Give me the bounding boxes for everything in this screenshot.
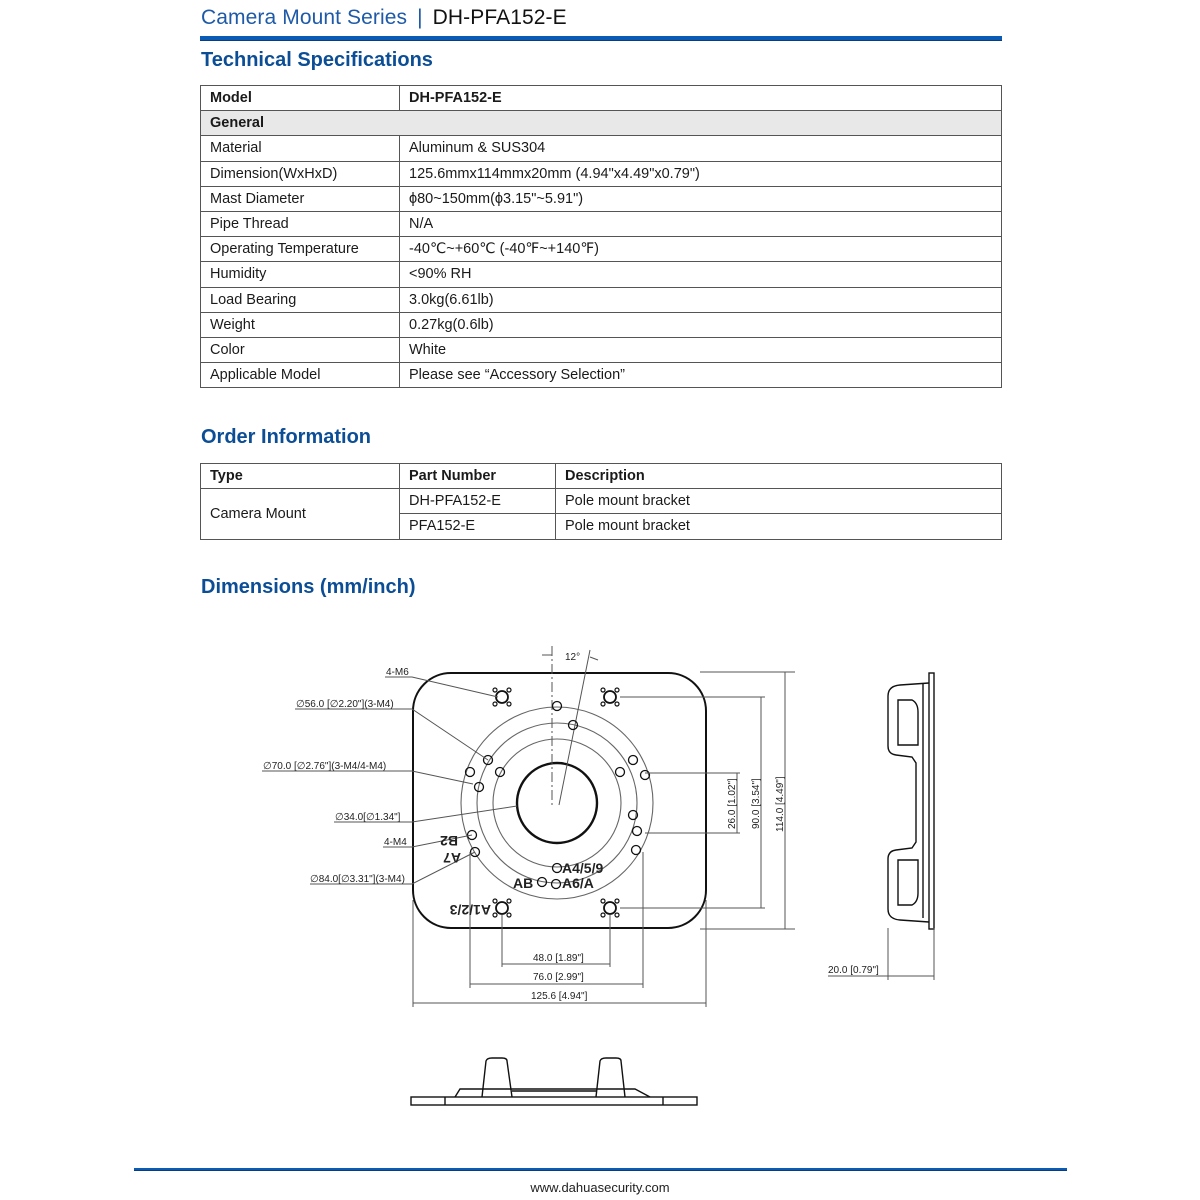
dim-depth: 20.0 [0.79"]	[828, 965, 879, 976]
hole-label-ab: AB	[513, 875, 534, 891]
callout-d56: ∅56.0 [∅2.20"](3-M4)	[296, 699, 394, 710]
tech-specs-table	[200, 85, 1002, 388]
part-description: Pole mount bracket	[556, 489, 1002, 514]
spec-value: <90% RH	[400, 262, 1002, 287]
header-model: DH-PFA152-E	[432, 6, 567, 29]
spec-value: N/A	[400, 211, 1002, 236]
order-info-table	[200, 463, 1002, 540]
spec-label: Operating Temperature	[201, 237, 400, 262]
side-view	[828, 673, 934, 980]
spec-value: -40℃~+60℃ (-40℉~+140℉)	[400, 237, 1002, 262]
table-row	[201, 312, 1002, 337]
dim-76: 76.0 [2.99"]	[533, 972, 584, 983]
callout-d70: ∅70.0 [∅2.76"](3-M4/4-M4)	[263, 761, 387, 772]
column-header-part-number: Part Number	[400, 464, 556, 489]
part-description: Pole mount bracket	[556, 514, 1002, 539]
spec-value: Aluminum & SUS304	[400, 136, 1002, 161]
spec-label: Color	[201, 337, 400, 362]
spec-label: Material	[201, 136, 400, 161]
spec-value: DH-PFA152-E	[400, 86, 1002, 111]
table-row	[201, 262, 1002, 287]
dim-125: 125.6 [4.94"]	[531, 991, 588, 1002]
table-row	[201, 161, 1002, 186]
spec-label: Applicable Model	[201, 363, 400, 388]
bottom-view	[411, 1058, 697, 1105]
part-number: PFA152-E	[400, 514, 556, 539]
hole-label-a7: A7	[443, 850, 461, 866]
m6-hole-icon	[496, 691, 616, 914]
header-divider	[200, 36, 1002, 41]
table-row	[201, 337, 1002, 362]
table-row-model	[201, 86, 1002, 111]
dim-114: 114.0 [4.49"]	[775, 776, 786, 832]
table-row	[201, 237, 1002, 262]
spec-label: Weight	[201, 312, 400, 337]
table-row	[201, 136, 1002, 161]
table-header-row	[201, 464, 1002, 489]
dim-90: 90.0 [3.54"]	[751, 778, 762, 829]
tech-specs-title: Technical Specifications	[201, 49, 433, 71]
footer-website-link[interactable]: www.dahuasecurity.com	[530, 1180, 670, 1195]
hole-label-a123: A1/2/3	[449, 902, 491, 918]
spec-value: Please see “Accessory Selection”	[400, 363, 1002, 388]
column-header-description: Description	[556, 464, 1002, 489]
table-row	[201, 489, 1002, 514]
order-type: Camera Mount	[201, 489, 400, 539]
spec-label: Pipe Thread	[201, 211, 400, 236]
table-row	[201, 211, 1002, 236]
spec-label: Model	[201, 86, 400, 111]
angle-label: 12°	[565, 652, 581, 663]
part-number: DH-PFA152-E	[400, 489, 556, 514]
spec-value: 0.27kg(0.6lb)	[400, 312, 1002, 337]
spec-value: 125.6mmx114mmx20mm (4.94"x4.49"x0.79")	[400, 161, 1002, 186]
spec-label: Dimension(WxHxD)	[201, 161, 400, 186]
dimensions-title: Dimensions (mm/inch)	[201, 576, 416, 598]
spec-label: Mast Diameter	[201, 186, 400, 211]
hole-label-a459: A4/5/9	[562, 860, 604, 876]
table-row	[201, 287, 1002, 312]
dim-26: 26.0 [1.02"]	[727, 778, 738, 829]
table-group-row	[201, 111, 1002, 136]
spec-label: Load Bearing	[201, 287, 400, 312]
hole-label-b2: B2	[440, 833, 458, 849]
order-info-title: Order Information	[201, 426, 372, 448]
table-row	[201, 363, 1002, 388]
callout-m4: 4-M4	[384, 837, 407, 848]
spec-value: 3.0kg(6.61lb)	[400, 287, 1002, 312]
series-name: Camera Mount Series	[201, 6, 408, 29]
table-row	[201, 186, 1002, 211]
callout-d34: ∅34.0[∅1.34"]	[335, 812, 401, 823]
spec-value: White	[400, 337, 1002, 362]
page-header-title	[201, 6, 567, 30]
dim-48: 48.0 [1.89"]	[533, 953, 584, 964]
front-view	[413, 646, 706, 928]
column-header-type: Type	[201, 464, 400, 489]
footer-divider	[134, 1168, 1067, 1171]
hole-label-a6a: A6/A	[562, 875, 594, 891]
callout-m6: 4-M6	[386, 667, 409, 678]
spec-label: Humidity	[201, 262, 400, 287]
header-separator: |	[417, 6, 423, 29]
callout-d84: ∅84.0[∅3.31"](3-M4)	[310, 874, 405, 885]
spec-value: ϕ80~150mm(ϕ3.15"~5.91")	[400, 186, 1002, 211]
spec-group-label: General	[201, 111, 1002, 136]
